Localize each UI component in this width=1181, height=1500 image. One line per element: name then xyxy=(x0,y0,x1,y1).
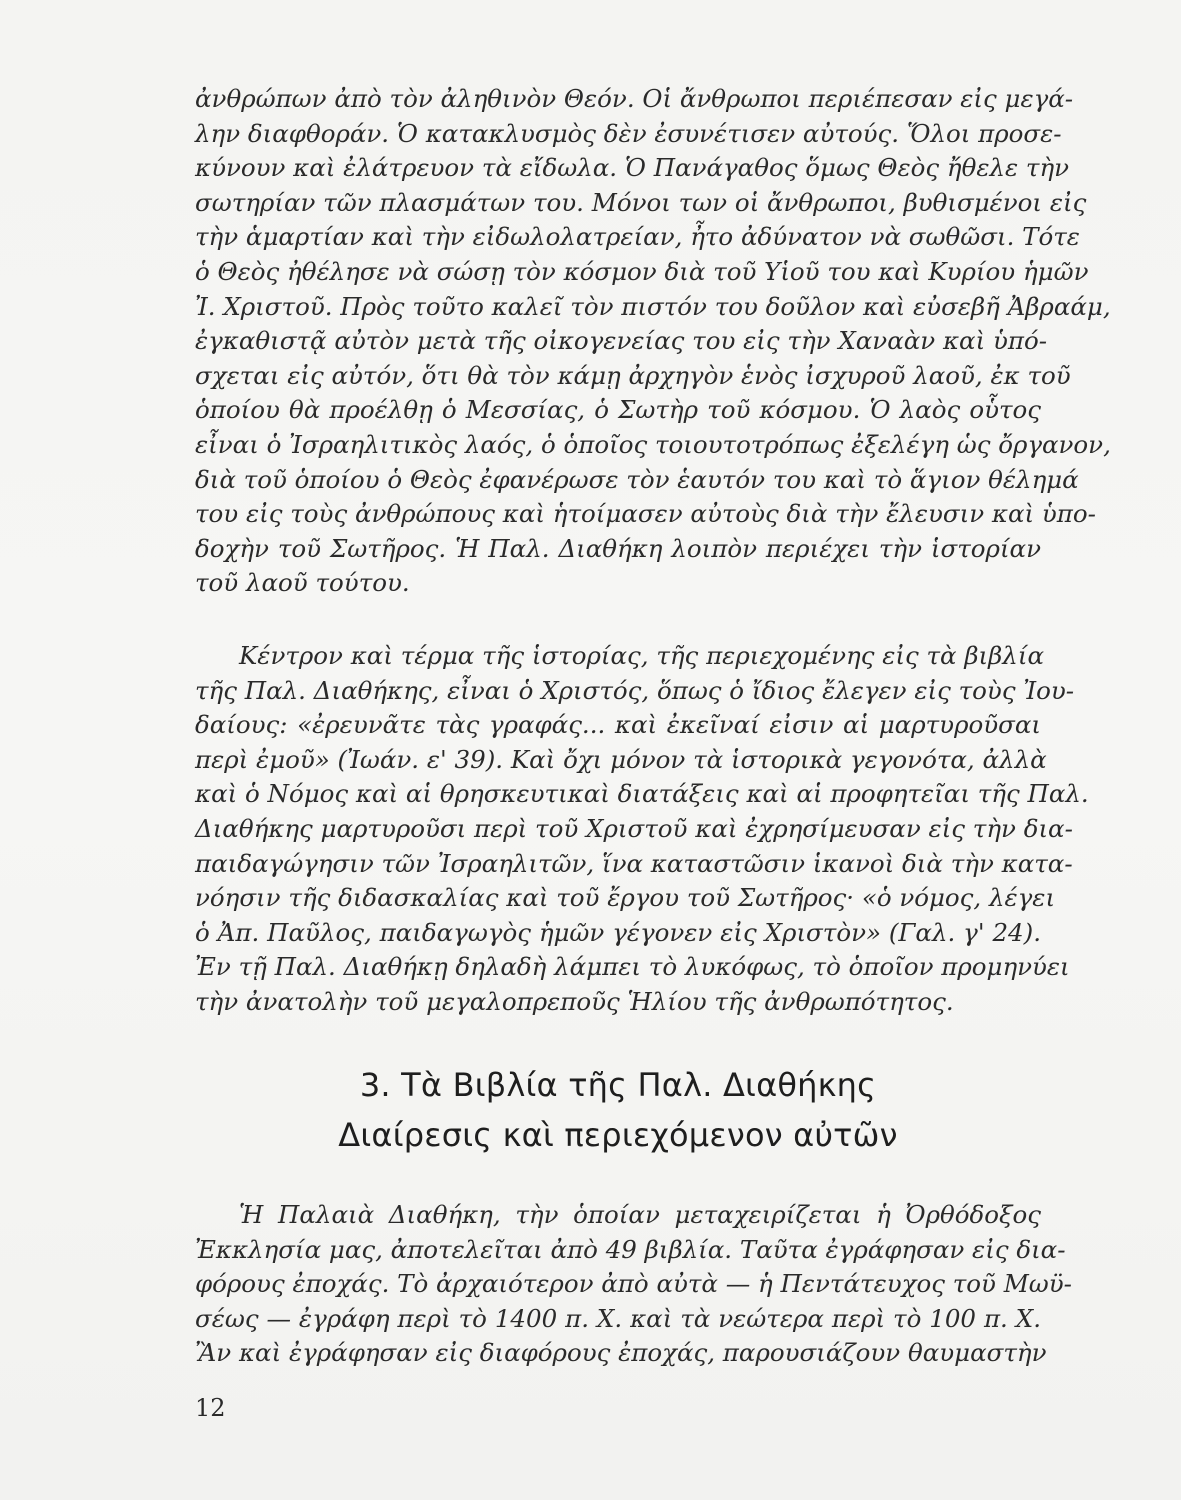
text-line: παιδαγώγησιν τῶν Ἰσραηλιτῶν, ἵνα καταστῶσιν ἱκανοὶ διὰ τὴν κατα- xyxy=(195,848,1073,878)
section-heading: 3. Τὰ Βιβλία τῆς Παλ. Διαθήκης xyxy=(359,1066,877,1104)
text-line: ὁ Θεὸς ἠθέλησε νὰ σώσῃ τὸν κόσμον διὰ τοῦ Υἱοῦ του καὶ Κυρίου ἡμῶν xyxy=(195,256,1089,286)
text-line: δαίους: «ἐρευνᾶτε τὰς γραφάς... καὶ ἐκεῖναί εἰσιν αἱ μαρτυροῦσαι xyxy=(195,710,1041,740)
text-line: ὁποίου θὰ προέλθῃ ὁ Μεσσίας, ὁ Σωτὴρ τοῦ κόσμου. Ὁ λαὸς οὗτος xyxy=(195,395,1041,425)
text-line: Διαθήκης μαρτυροῦσι περὶ τοῦ Χριστοῦ καὶ ἐχρησίμευσαν εἰς τὴν δια- xyxy=(195,813,1073,843)
text-line: κύνουν καὶ ἐλάτρευον τὰ εἴδωλα. Ὁ Πανάγαθος ὅμως Θεὸς ἤθελε τὴν xyxy=(195,153,1070,183)
text-line: δοχὴν τοῦ Σωτῆρος. Ἡ Παλ. Διαθήκη λοιπὸν περιέχει τὴν ἱστορίαν xyxy=(195,533,1041,563)
text-line: διὰ τοῦ ὁποίου ὁ Θεὸς ἐφανέρωσε τὸν ἑαυτόν του καὶ τὸ ἅγιον θέλημά xyxy=(195,464,1079,494)
text-line: νόησιν τῆς διδασκαλίας καὶ τοῦ ἔργου τοῦ Σωτῆρος· «ὁ νόμος, λέγει xyxy=(195,883,1056,913)
text-line: λην διαφθοράν. Ὁ κατακλυσμὸς δὲν ἐσυνέτισεν αὐτούς. Ὅλοι προσε- xyxy=(195,118,1062,148)
text-line: Κέντρον καὶ τέρμα τῆς ἱστορίας, τῆς περιεχομένης εἰς τὰ βιβλία xyxy=(239,641,1044,670)
text-line: σωτηρίαν τῶν πλασμάτων του. Μόνοι των οἱ ἄνθρωποι, βυθισμένοι εἰς xyxy=(195,187,1087,217)
text-line: Ἐν τῇ Παλ. Διαθήκῃ δηλαδὴ λάμπει τὸ λυκόφως, τὸ ὁποῖον προμηνύει xyxy=(195,952,1070,982)
text-line: τῆς Παλ. Διαθήκης, εἶναι ὁ Χριστός, ὅπως ὁ ἴδιος ἔλεγεν εἰς τοὺς Ἰου- xyxy=(195,675,1075,705)
text-line: τὴν ἁμαρτίαν καὶ τὴν εἰδωλολατρείαν, ἦτο ἀδύνατον νὰ σωθῶσι. Τότε xyxy=(195,222,1080,252)
text-line: τοῦ λαοῦ τούτου. xyxy=(195,568,410,598)
text-line: σέως — ἐγράφη περὶ τὸ 1400 π. Χ. καὶ τὰ νεώτερα περὶ τὸ 100 π. Χ. xyxy=(195,1303,1041,1333)
text-line: τὴν ἀνατολὴν τοῦ μεγαλοπρεποῦς Ἡλίου τῆς ἀνθρωπότητος. xyxy=(195,986,954,1016)
text-line: Ἂν καὶ ἐγράφησαν εἰς διαφόρους ἐποχάς, παρουσιάζουν θαυμαστὴν xyxy=(195,1338,1047,1368)
text-line: περὶ ἐμοῦ» (Ἰωάν. ε' 39). Καὶ ὄχι μόνον τὰ ἱστορικὰ γεγονότα, ἀλλὰ xyxy=(195,744,1047,774)
text-line: ἀνθρώπων ἀπὸ τὸν ἀληθινὸν Θεόν. Οἱ ἄνθρωποι περιέπεσαν εἰς μεγά- xyxy=(195,84,1074,113)
paragraph-christ-center xyxy=(195,639,1089,1020)
text-line: καὶ ὁ Νόμος καὶ αἱ θρησκευτικαὶ διατάξεις καὶ αἱ προφητεῖαι τῆς Παλ. xyxy=(195,779,1089,809)
text-line: εἶναι ὁ Ἰσραηλιτικὸς λαός, ὁ ὁποῖος τοιουτοτρόπως ἐξελέγη ὡς ὄργανον, xyxy=(195,429,1111,459)
text-line: φόρους ἐποχάς. Τὸ ἀρχαιότερον ἀπὸ αὐτὰ — ἡ Πεντάτευχος τοῦ Μωϋ- xyxy=(195,1269,1072,1299)
paragraph-books-division xyxy=(195,1198,1072,1371)
text-line: σχεται εἰς αὐτόν, ὅτι θὰ τὸν κάμῃ ἀρχηγὸν ἑνὸς ἰσχυροῦ λαοῦ, ἐκ τοῦ xyxy=(195,360,1071,390)
text-line: του εἰς τοὺς ἀνθρώπους καὶ ἡτοίμασεν αὐτοὺς διὰ τὴν ἔλευσιν καὶ ὑπο- xyxy=(195,499,1096,529)
text-line: Ἐκκλησία μας, ἀποτελεῖται ἀπὸ 49 βιβλία. Ταῦτα ἐγράφησαν εἰς δια- xyxy=(195,1234,1066,1264)
text-line: Ἡ Παλαιὰ Διαθήκη, τὴν ὁποίαν μεταχειρίζεται ἡ Ὀρθόδοξος xyxy=(239,1200,1041,1229)
section-subheading: Διαίρεσις καὶ περιεχόμενον αὐτῶν xyxy=(338,1116,898,1154)
paragraph-old-testament-history xyxy=(195,82,1111,601)
page-number: 12 xyxy=(195,1394,226,1422)
text-line: ἐγκαθιστᾷ αὐτὸν μετὰ τῆς οἰκογενείας του εἰς τὴν Χαναὰν καὶ ὑπό- xyxy=(195,326,1047,356)
text-line: Ἰ. Χριστοῦ. Πρὸς τοῦτο καλεῖ τὸν πιστόν του δοῦλον καὶ εὐσεβῆ Ἀβραάμ, xyxy=(195,291,1111,321)
text-line: ὁ Ἀπ. Παῦλος, παιδαγωγὸς ἡμῶν γέγονεν εἰς Χριστὸν» (Γαλ. γ' 24). xyxy=(195,917,1041,947)
